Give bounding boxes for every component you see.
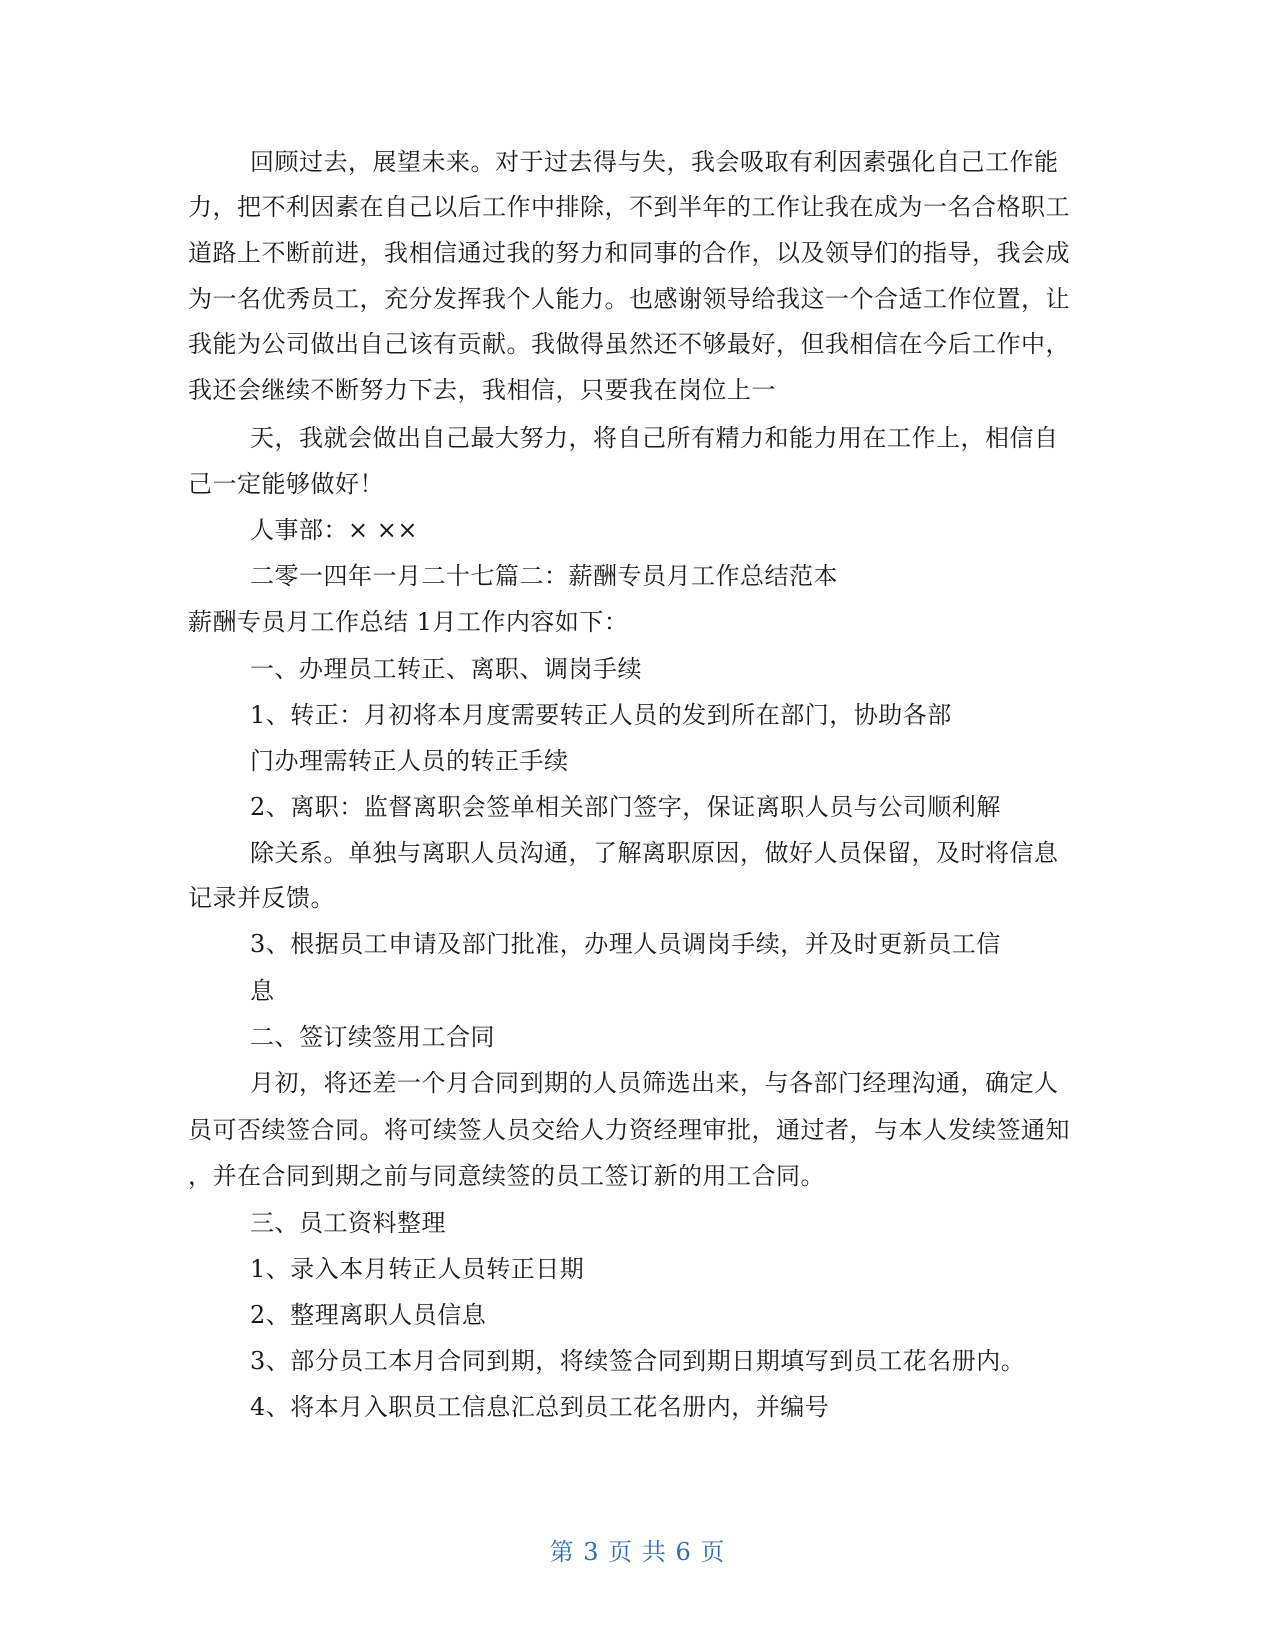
signature-department: 人事部：× ×× — [250, 516, 418, 544]
list-item: 1、录入本月转正人员转正日期 — [250, 1255, 585, 1283]
footer-total-prefix: 共 — [641, 1538, 667, 1566]
body-line: 为一名优秀员工，充分发挥我个人能力。也感谢领导给我这一个合适工作位置，让 — [188, 285, 1070, 313]
footer-prefix: 第 — [549, 1538, 575, 1566]
body-line: 月初，将还差一个月合同到期的人员筛选出来，与各部门经理沟通，确定人 — [250, 1069, 1059, 1097]
footer-total-pages: 6 — [675, 1538, 692, 1566]
body-line: 天，我就会做出自己最大努力，将自己所有精力和能力用在工作上，相信自 — [250, 424, 1059, 452]
section-heading: 一、办理员工转正、离职、调岗手续 — [250, 655, 642, 683]
list-item: 2、整理离职人员信息 — [250, 1301, 487, 1329]
list-item: 3、根据员工申请及部门批准，办理人员调岗手续，并及时更新员工信 — [250, 930, 1001, 958]
summary-title: 薪酬专员月工作总结 1月工作内容如下： — [188, 608, 629, 636]
body-line: 回顾过去，展望未来。对于过去得与失，我会吸取有利因素强化自己工作能 — [250, 148, 1059, 176]
body-line: 员可否续签合同。将可续签人员交给人力资经理审批，通过者，与本人发续签通知 — [188, 1116, 1070, 1144]
footer-page-word: 页 — [608, 1538, 634, 1566]
section-heading: 二、签订续签用工合同 — [250, 1023, 495, 1051]
body-line: 力，把不利因素在自己以后工作中排除，不到半年的工作让我在成为一名合格职工 — [188, 193, 1070, 221]
body-line: 我能为公司做出自己该有贡献。我做得虽然还不够最好，但我相信在今后工作中， — [188, 330, 1070, 358]
list-item-continued: 息 — [250, 977, 275, 1005]
list-item: 3、部分员工本月合同到期，将续签合同到期日期填写到员工花名册内。 — [250, 1347, 1026, 1375]
page-footer — [0, 1537, 1275, 1567]
list-item: 2、离职：监督离职会签单相关部门签字，保证离职人员与公司顺利解 — [250, 793, 1001, 821]
footer-page-word-2: 页 — [700, 1538, 726, 1566]
body-line: 我还会继续不断努力下去，我相信，只要我在岗位上一 — [188, 376, 776, 404]
list-item: 4、将本月入职员工信息汇总到员工花名册内，并编号 — [250, 1393, 830, 1421]
section-heading: 三、员工资料整理 — [250, 1209, 446, 1237]
list-item-continued: 门办理需转正人员的转正手续 — [250, 747, 569, 775]
body-line: 己一定能够做好！ — [188, 470, 384, 498]
date-and-section-title: 二零一四年一月二十七篇二：薪酬专员月工作总结范本 — [250, 562, 838, 590]
body-line: ，并在合同到期之前与同意续签的员工签订新的用工合同。 — [188, 1162, 825, 1190]
list-item: 1、转正：月初将本月度需要转正人员的发到所在部门，协助各部 — [250, 701, 952, 729]
body-line: 道路上不断前进，我相信通过我的努力和同事的合作，以及领导们的指导，我会成 — [188, 239, 1070, 267]
list-item-continued: 记录并反馈。 — [188, 884, 335, 912]
list-item-continued: 除关系。单独与离职人员沟通，了解离职原因，做好人员保留，及时将信息 — [250, 839, 1059, 867]
footer-current-page: 3 — [583, 1538, 600, 1566]
